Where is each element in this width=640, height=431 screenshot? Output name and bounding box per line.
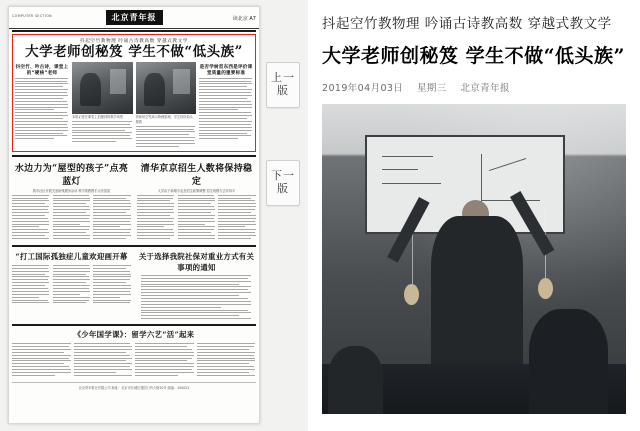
lead-photo-caption-left: 本报记者在课堂上拍摄到的教学场景 xyxy=(72,115,123,120)
diabolo-right xyxy=(538,278,553,300)
lead-column-left xyxy=(15,62,69,149)
article-pane xyxy=(308,0,640,431)
story-columns-2 xyxy=(137,194,256,242)
page-footer-note: 北京青年报社有限公司 地址：北京市东城区建国门内大街20号 邮编：100022 xyxy=(12,382,256,390)
student-foreground-right xyxy=(529,309,608,414)
lead-photo-caption-right: 老师用空竹演示物理原理，学生纷纷抬头观看 xyxy=(135,115,193,124)
section-divider-3 xyxy=(12,324,256,326)
next-page-button[interactable]: 下一版 xyxy=(266,160,300,206)
lead-column-right xyxy=(199,62,253,149)
story-headline-1: 水边力为“屋型的孩子”点亮蓝灯 xyxy=(14,163,129,187)
story-headline-3: “打工国际孤独症儿童欢迎画开幕 xyxy=(15,251,128,261)
newspaper-page-viewer xyxy=(0,0,308,431)
story-columns-5 xyxy=(12,342,256,379)
page-nav-buttons xyxy=(266,62,300,206)
story-columns-1 xyxy=(12,194,131,242)
lead-photo-primary[interactable] xyxy=(72,62,133,114)
story-headline-4: 关于选择我院社保对重业方式有关事项的通知 xyxy=(138,251,255,272)
story-block-2[interactable] xyxy=(137,158,256,242)
section-divider-2 xyxy=(12,245,256,247)
lead-text-right xyxy=(199,78,253,140)
lead-story[interactable] xyxy=(12,34,256,152)
story-row-1 xyxy=(12,158,256,242)
story-row-3[interactable] xyxy=(12,329,256,379)
story-row-2 xyxy=(12,248,256,321)
teacher-figure xyxy=(431,216,522,383)
article-kicker: 抖起空竹教物理 吟诵古诗教高数 穿越式教文学 xyxy=(322,16,612,32)
story-columns-4 xyxy=(141,275,252,319)
newspaper-masthead xyxy=(9,7,259,29)
lead-text-center-2 xyxy=(136,126,197,147)
newspaper-page[interactable] xyxy=(8,6,260,424)
lead-subhead-right: 是否学树首东西是评价课堂质量的重要标准 xyxy=(199,65,253,77)
article-weekday: 星期三 xyxy=(416,83,447,94)
story-subhead-2: 人学由于新增专业及招生政策调整 招生规模与去年持平 xyxy=(157,188,236,193)
lead-column-photos xyxy=(72,62,133,149)
article-source: 北京青年报 xyxy=(460,83,510,94)
lead-kicker: 抖起空竹教物理 吟诵古诗教高数 穿越式教文学 xyxy=(80,39,188,44)
masthead-rule xyxy=(12,30,256,32)
lead-subhead-left: 抖空竹、吟古诗，课堂上的“硬核”老师 xyxy=(15,65,69,77)
story-columns-3 xyxy=(12,264,131,306)
story-headline-2: 清华京京招生人数将保持稳定 xyxy=(140,163,253,187)
prev-page-button[interactable]: 上一版 xyxy=(266,62,300,108)
article-title: 大学老师创秘笈 学生不做“低头族” xyxy=(322,45,625,67)
story-block-3[interactable] xyxy=(12,248,131,321)
story-block-4[interactable] xyxy=(137,248,256,321)
diabolo-left xyxy=(404,284,419,306)
section-divider-1 xyxy=(12,155,256,157)
lead-text-left xyxy=(15,78,69,140)
student-foreground-left xyxy=(328,346,383,414)
masthead-title: 北京青年报 xyxy=(106,10,163,25)
masthead-left-label: COMPUTER SECTION xyxy=(12,14,52,18)
article-date: 2019年04月03日 xyxy=(322,83,404,94)
lead-columns xyxy=(15,62,253,149)
lead-headline: 大学老师创秘笈 学生不做“低头族” xyxy=(25,44,243,60)
article-meta xyxy=(322,80,626,94)
lead-text-center xyxy=(72,121,133,142)
story-block-1[interactable] xyxy=(12,158,131,242)
lead-column-photos-2 xyxy=(136,62,197,149)
masthead-date-label: 读北京 A7 xyxy=(232,16,256,22)
lead-photo-secondary[interactable] xyxy=(136,62,197,114)
story-headline-5: 《少年国学课》：留学六艺“活”起来 xyxy=(73,330,195,340)
story-subhead-1: 我市社区开展关爱助残服务活动 科学帮教携手点亮星星 xyxy=(32,188,111,193)
article-photo[interactable] xyxy=(322,104,626,414)
